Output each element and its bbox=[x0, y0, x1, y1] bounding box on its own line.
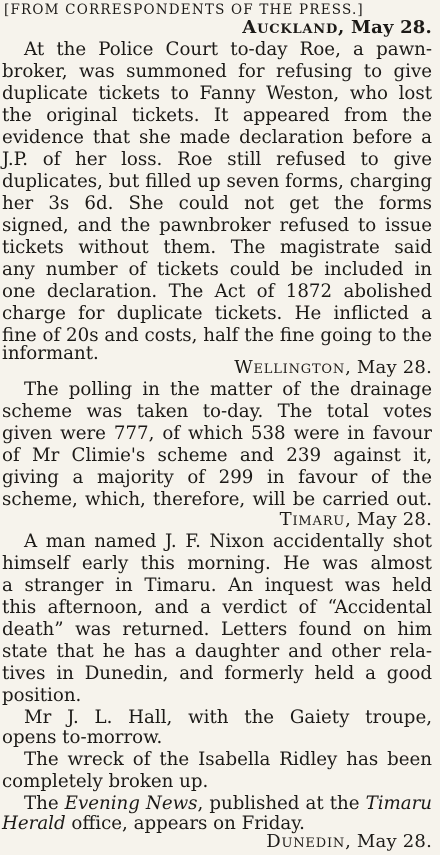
paragraph-line: scheme was taken to-day. The total votes bbox=[2, 401, 432, 422]
dateline-date: , May 28. bbox=[345, 831, 432, 852]
paragraph-line: charge for duplicate tickets. He inflicted a bbox=[2, 303, 432, 324]
paragraph-line bbox=[24, 793, 432, 815]
text-run: , published at the bbox=[197, 793, 366, 814]
paragraph-line: scheme, which, therefore, will be carried out. bbox=[2, 489, 432, 510]
paragraph-line: fine of 20s and costs, half the fine going to the bbox=[2, 325, 432, 346]
paragraph-line: At the Police Court to-day Roe, a pawn- bbox=[24, 39, 432, 60]
paragraph-line: given were 777, of which 538 were in favour bbox=[2, 423, 432, 444]
paragraph-line: evidence that she made declaration before a bbox=[2, 127, 432, 148]
newspaper-title: Evening News bbox=[64, 793, 198, 814]
paragraph-line: one declaration. The Act of 1872 abolished bbox=[2, 281, 432, 302]
dateline-place: Timaru bbox=[279, 509, 346, 530]
paragraph-line: this afternoon, and a verdict of “Accidental bbox=[2, 597, 432, 618]
paragraph-line: A man named J. F. Nixon accidentally shot bbox=[24, 531, 432, 552]
paragraph-line: tickets without them. The magistrate said bbox=[2, 237, 432, 258]
paragraph-line: state that he has a daughter and other rela- bbox=[2, 641, 432, 662]
dateline-place: Dunedin bbox=[266, 831, 346, 852]
paragraph-line: any number of tickets could be included in bbox=[2, 259, 432, 280]
dateline-wellington bbox=[234, 357, 432, 379]
paragraph-line: death” was returned. Letters found on him bbox=[2, 619, 432, 640]
dateline-dunedin bbox=[266, 831, 432, 853]
paragraph-line: J.P. of her loss. Roe still refused to give bbox=[2, 149, 432, 170]
text-run: The bbox=[24, 793, 65, 814]
paragraph-line: the original tickets. It appeared from the bbox=[2, 105, 432, 126]
paragraph-line: her 3s 6d. She could not get the forms bbox=[2, 193, 432, 214]
paragraph-line: informant. bbox=[2, 343, 99, 364]
paragraph-line: The wreck of the Isabella Ridley has been bbox=[24, 749, 432, 770]
dateline-auckland bbox=[242, 17, 432, 39]
paragraph-line: Mr J. L. Hall, with the Gaiety troupe, bbox=[24, 707, 432, 728]
paragraph-line: signed, and the pawnbroker refused to issue bbox=[2, 215, 432, 236]
column-banner: [FROM CORRESPONDENTS OF THE PRESS.] bbox=[4, 2, 364, 18]
paragraph-line: duplicates, but filled up seven forms, charging bbox=[2, 171, 432, 192]
paragraph-line: a stranger in Timaru. An inquest was held bbox=[2, 575, 432, 596]
dateline-timaru bbox=[280, 509, 432, 531]
dateline-place: Wellington bbox=[234, 357, 346, 378]
paragraph-line: The polling in the matter of the drainage bbox=[24, 379, 432, 400]
paragraph-line: opens to-morrow. bbox=[2, 727, 163, 748]
paragraph-line: tives in Dunedin, and formerly held a good bbox=[2, 663, 432, 684]
newspaper-title: Herald bbox=[2, 813, 66, 834]
dateline-date: , May 28. bbox=[345, 357, 432, 378]
dateline-date: , May 28. bbox=[345, 509, 432, 530]
newspaper-title: Timaru bbox=[365, 793, 433, 814]
paragraph-line: duplicate tickets to Fanny Weston, who lost bbox=[2, 83, 432, 104]
paragraph-line: position. bbox=[2, 685, 82, 706]
paragraph-line: broker, was summoned for refusing to give bbox=[2, 61, 432, 82]
dateline-place: Auckland bbox=[242, 17, 339, 38]
paragraph-line: giving a majority of 299 in favour of the bbox=[2, 467, 432, 488]
paragraph-line: of Mr Climie's scheme and 239 against it, bbox=[2, 445, 432, 466]
dateline-date: , May 28. bbox=[338, 17, 432, 38]
paragraph-line: himself early this morning. He was almost bbox=[2, 553, 432, 574]
paragraph-line: completely broken up. bbox=[2, 771, 209, 792]
text-run: office, appears on Friday. bbox=[65, 813, 305, 834]
